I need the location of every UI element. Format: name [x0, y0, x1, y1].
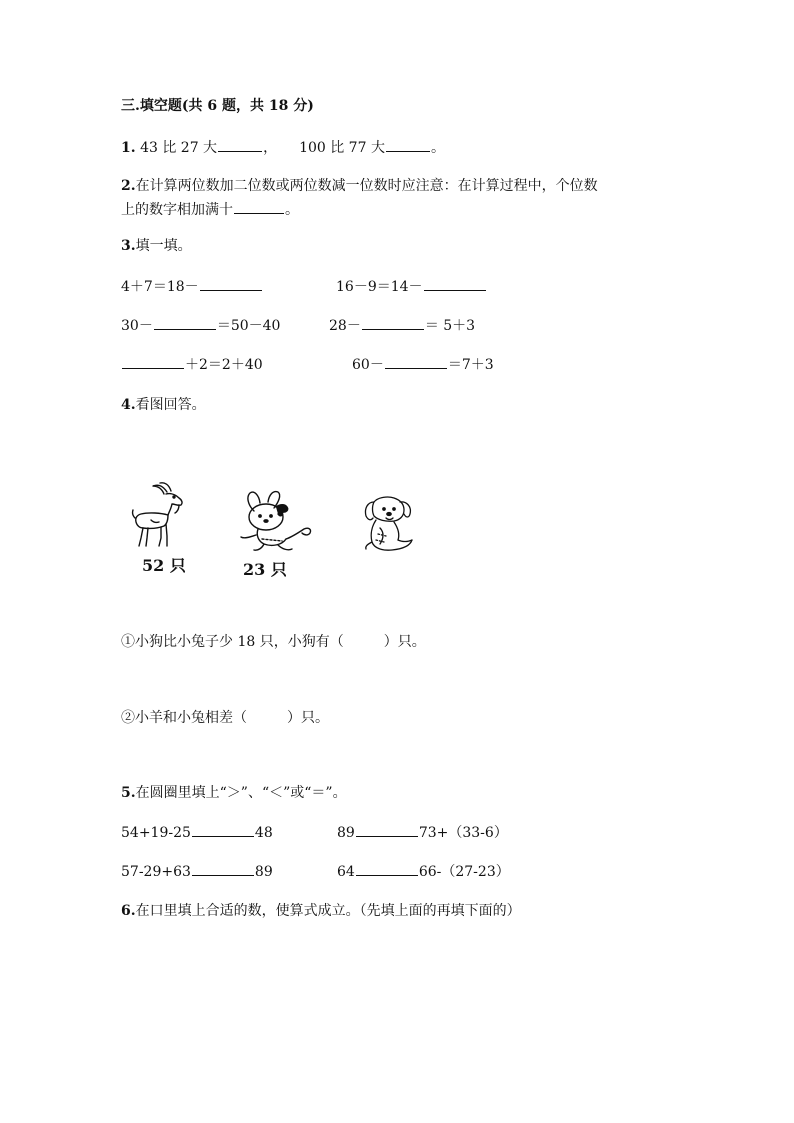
q3-eq2-right-blank[interactable] [362, 316, 424, 330]
goat-count: 52 只 [142, 556, 186, 575]
q5-r1-right-pre: 89 [337, 825, 355, 841]
q5-row1-left [121, 823, 273, 842]
q5-r2-right-post: 66-（27-23） [418, 864, 510, 880]
question-2-line-2 [121, 200, 299, 219]
q1-number: 1. [121, 140, 136, 156]
q5-r2-left-blank[interactable] [192, 862, 254, 876]
q4-sub2-pre: ②小羊和小兔相差（ [121, 710, 247, 726]
q1-part-b: 100 比 77 大 [299, 140, 385, 156]
q3-eq1-right-text: 16－9＝14－ [336, 279, 423, 295]
q3-eq2-left-post: ＝50－40 [216, 318, 281, 334]
question-5-title [121, 784, 347, 802]
q2-text-line2: 上的数字相加满十 [121, 202, 233, 218]
q3-eq2-left-blank[interactable] [154, 316, 216, 330]
q3-eq2-right-pre: 28－ [329, 318, 361, 334]
q1-part-a: 43 比 27 大 [140, 140, 218, 156]
q3-eq3-right-pre: 60－ [352, 357, 384, 373]
q3-eq3-left-post: ＋2＝2＋40 [185, 357, 263, 373]
q5-r2-left-post: 89 [254, 864, 273, 880]
q5-title: 在圆圈里填上“＞”、“＜”或“＝”。 [135, 785, 347, 801]
q3-eq-2-right [329, 316, 475, 335]
q5-row2-left [121, 862, 273, 881]
q5-r1-left-post: 48 [254, 825, 273, 841]
q3-number: 3. [121, 238, 136, 254]
q6-number: 6. [121, 903, 136, 919]
q2-text-line1: 在计算两位数加二位数或两位数减一位数时应注意：在计算过程中，个位数 [135, 178, 598, 194]
q3-eq1-right-blank[interactable] [424, 277, 486, 291]
q4-number: 4. [121, 397, 136, 413]
q5-r1-right-blank[interactable] [356, 823, 418, 837]
rabbit-icon [238, 489, 318, 553]
q2-blank[interactable] [234, 200, 284, 214]
rabbit-count: 23 只 [243, 560, 287, 579]
q3-eq3-right-post: ＝7＋3 [447, 357, 494, 373]
q3-eq2-left-pre: 30－ [121, 318, 153, 334]
q2-number: 2. [121, 178, 136, 194]
q4-sub-2 [121, 709, 329, 727]
q6-title: 在口里填上合适的数，使算式成立。（先填上面的再填下面的） [135, 903, 521, 919]
section-title: 三.填空题(共 6 题，共 18 分) [121, 98, 314, 114]
q5-row2-right [337, 862, 510, 881]
question-6-title [121, 902, 521, 920]
q3-title: 填一填。 [135, 238, 192, 254]
q4-sub1-post: ）只。 [383, 634, 426, 650]
q3-eq-1-right [336, 277, 487, 296]
q3-eq3-left-blank[interactable] [122, 355, 184, 369]
q1-blank-a[interactable] [218, 138, 262, 152]
q5-r2-right-pre: 64 [337, 864, 355, 880]
q3-eq-2-left [121, 316, 280, 335]
question-1 [121, 138, 445, 157]
q5-number: 5. [121, 785, 136, 801]
q5-row1-right [337, 823, 508, 842]
q3-eq-1-left [121, 277, 263, 296]
q1-end: 。 [430, 140, 445, 156]
q5-r1-right-post: 73+（33-6） [418, 825, 508, 841]
q3-eq3-right-blank[interactable] [385, 355, 447, 369]
goat-icon [131, 482, 189, 548]
q2-end: 。 [285, 202, 299, 218]
q5-r2-left-pre: 57-29+63 [121, 864, 191, 880]
q4-sub2-post: ）只。 [287, 710, 329, 726]
q3-eq-3-right [352, 355, 494, 374]
q4-sub-1 [121, 633, 426, 651]
q5-r1-left-pre: 54+19-25 [121, 825, 191, 841]
q3-eq1-left-text: 4＋7＝18－ [121, 279, 199, 295]
question-3-title [121, 237, 192, 255]
q1-blank-b[interactable] [386, 138, 430, 152]
q3-eq2-right-post: ＝ 5＋3 [424, 318, 476, 334]
q3-eq-3-left [121, 355, 263, 374]
q5-r2-right-blank[interactable] [356, 862, 418, 876]
question-4-title [121, 396, 206, 414]
q4-sub1-pre: ①小狗比小兔子少 18 只，小狗有（ [121, 634, 344, 650]
q3-eq1-left-blank[interactable] [200, 277, 262, 291]
question-2-line-1 [121, 177, 598, 195]
q5-r1-left-blank[interactable] [192, 823, 254, 837]
dog-icon [362, 494, 416, 554]
q4-title: 看图回答。 [135, 397, 206, 413]
q1-sep: ， [263, 140, 278, 156]
